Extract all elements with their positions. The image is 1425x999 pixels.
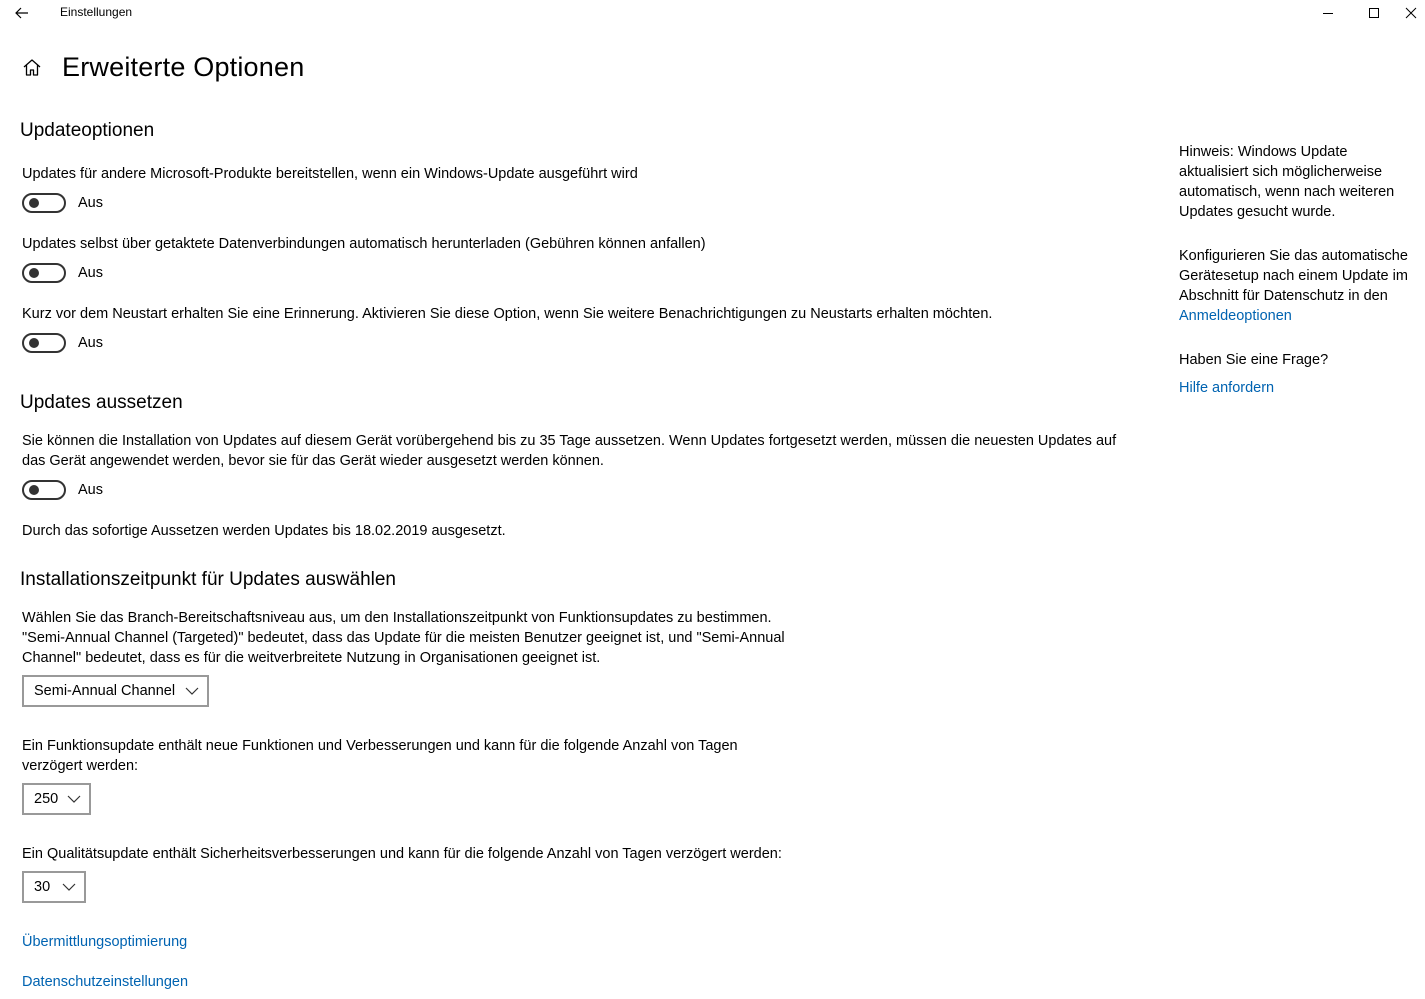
install-time-heading: Installationszeitpunkt für Updates auswählen [20,569,397,590]
feature-update-days-dropdown[interactable] [22,783,91,815]
delivery-optimization-link[interactable]: Übermittlungsoptimierung [22,934,188,950]
feature-update-days-value: 250 [34,791,59,807]
sidebar-hint-line3: automatisch, wenn nach weiteren [1179,184,1395,200]
toggle-metered[interactable] [22,263,66,283]
sidebar-config-line3: Abschnitt für Datenschutz in den [1179,288,1388,304]
chevron-down-icon [67,793,81,805]
close-icon [1405,7,1417,19]
branch-description-line1: Wählen Sie das Branch-Bereitschaftsniveau aus, um den Installationszeitpunkt von Funktionsupdates zu bestimmen. [22,610,772,626]
option-label-ms-products: Updates für andere Microsoft-Produkte bereitstellen, wenn ein Windows-Update ausgeführt wird [22,166,638,182]
pause-description-line2: das Gerät angewendet werden, bevor sie für das Gerät wieder ausgesetzt werden können. [22,453,604,469]
window-title: Einstellungen [60,5,133,19]
option-label-metered: Updates selbst über getaktete Datenverbindungen automatisch herunterladen (Gebühren können anfallen) [22,236,706,252]
toggle-knob [29,268,39,278]
toggle-knob [29,198,39,208]
sidebar-config-line2: Gerätesetup nach einem Update im [1179,268,1408,284]
sidebar-hint [1179,142,1419,222]
feature-update-description-line2: verzögert werden: [22,758,139,774]
sidebar-config-line1: Konfigurieren Sie das automatische [1179,248,1408,264]
sidebar-hint-line4: Updates gesucht wurde. [1179,204,1336,220]
toggle-restart-reminder[interactable] [22,333,66,353]
toggle-pause-updates[interactable] [22,480,66,500]
maximize-button[interactable] [1351,0,1397,26]
page-title: Erweiterte Optionen [62,52,305,82]
update-options-heading: Updateoptionen [20,120,155,141]
home-icon [22,58,42,78]
toggle-state-restart-reminder: Aus [78,335,103,351]
arrow-left-icon [15,7,29,19]
pause-description-line1: Sie können die Installation von Updates auf diesem Gerät vorübergehend bis zu 35 Tage aussetzen. Wenn Updates fortgesetzt werden, müssen die neuesten Updates auf [22,433,1117,449]
home-button[interactable] [22,58,42,78]
back-button[interactable] [10,2,34,24]
privacy-settings-link[interactable]: Datenschutzeinstellungen [22,974,189,990]
minimize-button[interactable] [1305,0,1351,26]
title-bar [0,0,1425,26]
quality-update-days-dropdown[interactable] [22,871,86,903]
toggle-ms-products[interactable] [22,193,66,213]
branch-description-line2: "Semi-Annual Channel (Targeted)" bedeutet, dass das Update für die meisten Benutzer geeignet ist, und "Semi-Annual [22,630,785,646]
sidebar-hint-line2: aktualisiert sich möglicherweise [1179,164,1383,180]
maximize-icon [1368,7,1380,19]
branch-readiness-dropdown[interactable] [22,675,209,707]
close-button[interactable] [1397,0,1425,26]
sign-in-options-link[interactable]: Anmeldeoptionen [1179,308,1292,324]
option-label-restart-reminder: Kurz vor dem Neustart erhalten Sie eine Erinnerung. Aktivieren Sie diese Option, wenn Sie weitere Benachrichtigungen zu Neustarts erhalten möchten. [22,306,993,322]
sidebar-config [1179,246,1419,326]
minimize-icon [1322,7,1334,19]
quality-update-days-value: 30 [34,879,51,895]
chevron-down-icon [62,881,76,893]
get-help-link[interactable]: Hilfe anfordern [1179,380,1275,396]
sidebar-question: Haben Sie eine Frage? [1179,352,1329,368]
toggle-knob [29,485,39,495]
sidebar-hint-line1: Hinweis: Windows Update [1179,144,1348,160]
toggle-state-metered: Aus [78,265,103,281]
chevron-down-icon [185,685,199,697]
pause-updates-heading: Updates aussetzen [20,392,183,413]
pause-note: Durch das sofortige Aussetzen werden Updates bis 18.02.2019 ausgesetzt. [22,523,506,539]
quality-update-description: Ein Qualitätsupdate enthält Sicherheitsverbesserungen und kann für die folgende Anzahl von Tagen verzögert werden: [22,846,782,862]
branch-readiness-value: Semi-Annual Channel [34,683,176,699]
toggle-state-pause-updates: Aus [78,482,103,498]
toggle-state-ms-products: Aus [78,195,103,211]
feature-update-description-line1: Ein Funktionsupdate enthält neue Funktionen und Verbesserungen und kann für die folgende Anzahl von Tagen [22,738,738,754]
toggle-knob [29,338,39,348]
branch-description-line3: Channel" bedeutet, dass es für die weitverbreitete Nutzung in Organisationen geeignet ist. [22,650,601,666]
